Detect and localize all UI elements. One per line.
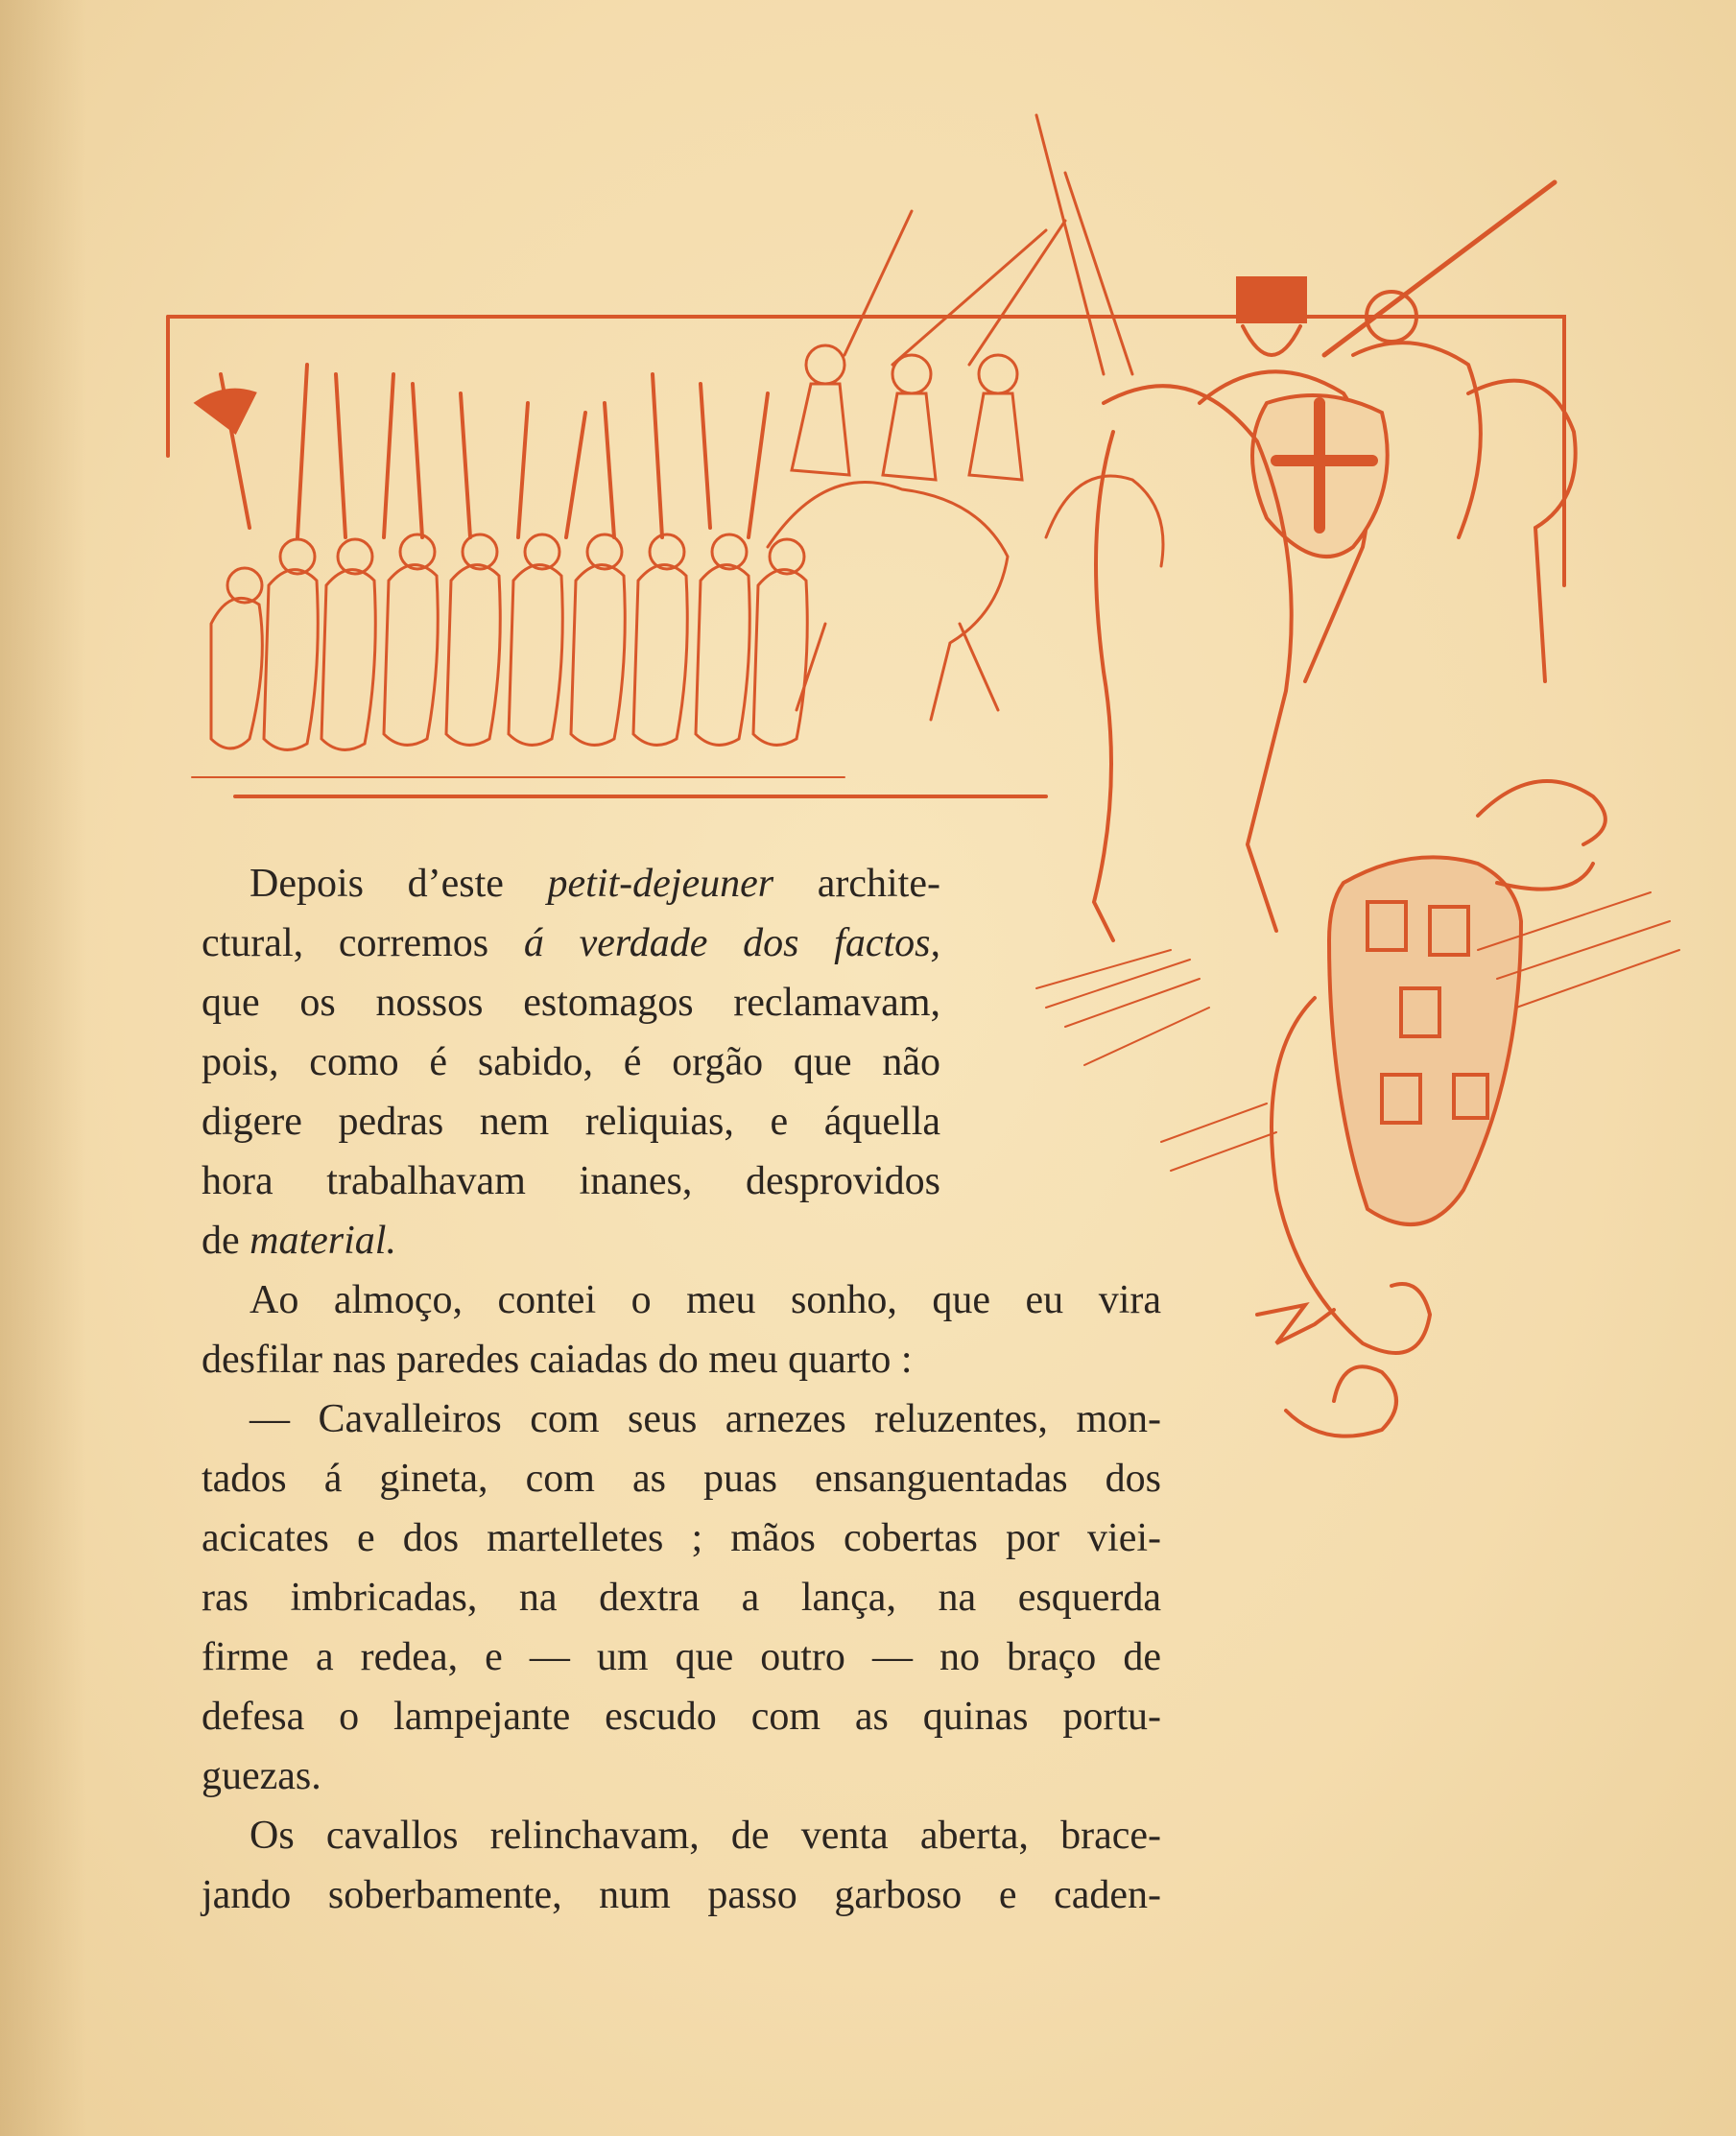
text-line: guezas.	[202, 1754, 321, 1798]
text-line: Depois d’este petit-dejeuner archite-	[250, 862, 940, 906]
page-gutter-shadow	[0, 0, 86, 2136]
text-line: tados á gineta, com as puas ensanguentadas dos	[202, 1457, 1161, 1501]
text-line: que os nossos estomagos reclamavam,	[202, 981, 940, 1025]
italic-phrase: á verdade dos factos,	[523, 921, 940, 965]
mounted-knights	[768, 115, 1163, 720]
text-line: hora trabalhavam inanes, desprovidos	[202, 1159, 940, 1203]
heraldic-shield	[1272, 781, 1605, 1436]
text-line: jando soberbamente, num passo garboso e caden-	[202, 1873, 1161, 1917]
text-line: digere pedras nem reliquias, e áquella	[202, 1100, 940, 1144]
pikes	[197, 365, 768, 537]
soldier-crowd	[192, 534, 844, 777]
italic-phrase: material.	[250, 1219, 396, 1263]
text-line: acicates e dos martelletes ; mãos cobertas por viei-	[202, 1516, 1161, 1560]
paragraph-1	[202, 854, 940, 1270]
text-line: desfilar nas paredes caiadas do meu quarto :	[202, 1338, 913, 1382]
text-line: — Cavalleiros com seus arnezes reluzentes, mon-	[250, 1397, 1161, 1441]
paragraph-4	[202, 1806, 1161, 1925]
artist-monogram	[1257, 1305, 1334, 1343]
text-line: ras imbricadas, na dextra a lança, na esquerda	[202, 1576, 1161, 1620]
text-line: de material.	[202, 1219, 396, 1263]
text-line: defesa o lampejante escudo com as quinas portu-	[202, 1695, 1161, 1739]
paragraph-2	[202, 1270, 1161, 1389]
paragraph-3	[202, 1389, 1161, 1806]
text-line: firme a redea, e — um que outro — no braço de	[202, 1635, 1161, 1679]
text-line: Ao almoço, contei o meu sonho, que eu vira	[250, 1278, 1161, 1322]
italic-phrase: petit-dejeuner	[547, 862, 774, 906]
text-line: pois, como é sabido, é orgão que não	[202, 1040, 940, 1084]
body-text	[202, 854, 1161, 1925]
text-line: ctural, corremos á verdade dos factos,	[202, 921, 940, 965]
text-line: Os cavallos relinchavam, de venta aberta, brace-	[250, 1814, 1161, 1858]
lead-knights	[1094, 182, 1576, 940]
